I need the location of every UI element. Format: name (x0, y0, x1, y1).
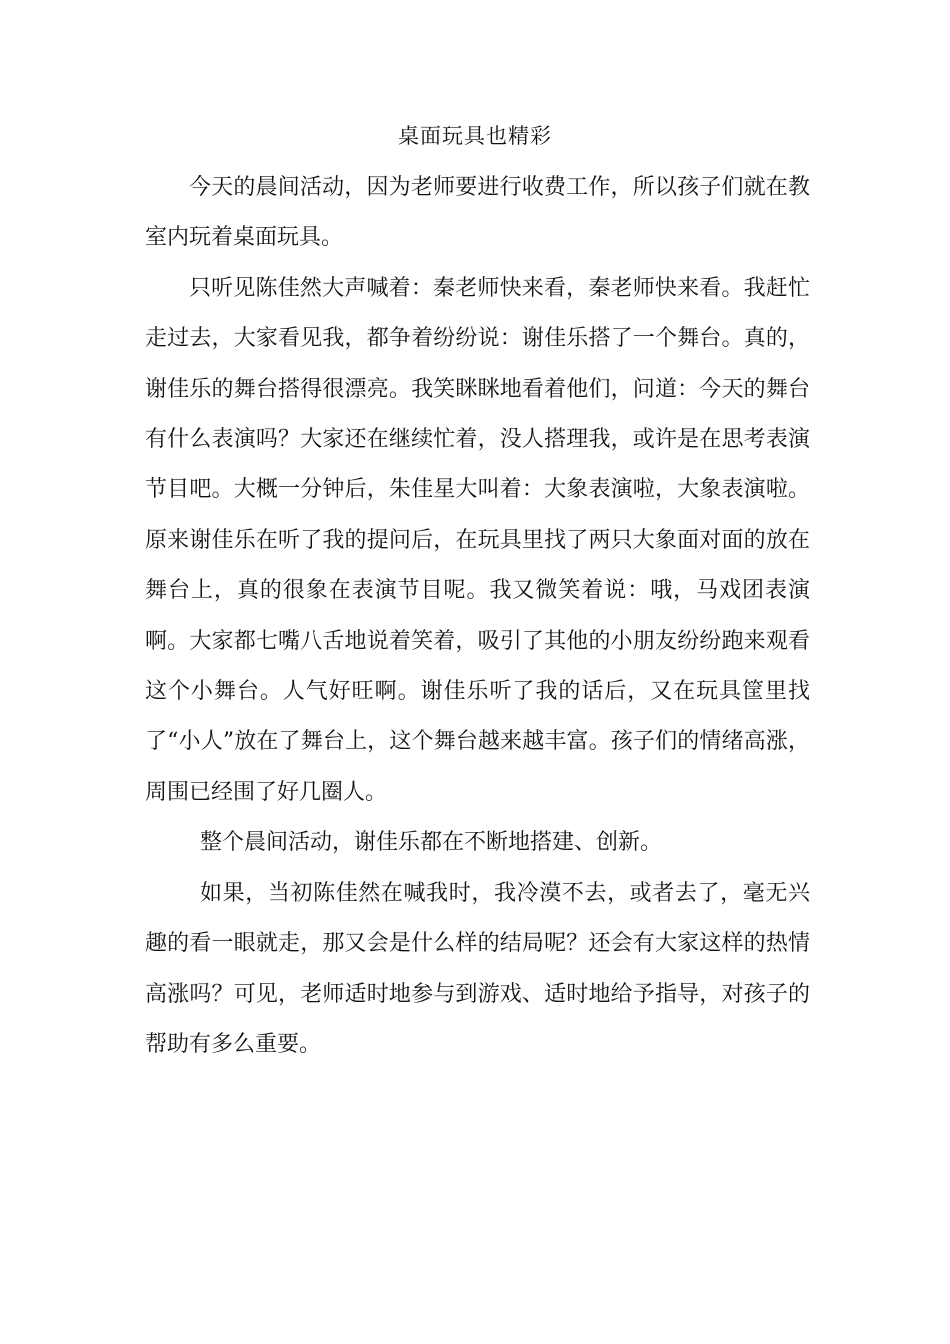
paragraph-4: 如果，当初陈佳然在喊我时，我冷漠不去，或者去了，毫无兴趣的看一眼就走，那又会是什么样的结局呢？还会有大家这样的热情高涨吗？可见，老师适时地参与到游戏、适时地给予指导，对孩子的帮助有多么重要。 (145, 880, 810, 1057)
paragraph-3: 整个晨间活动，谢佳乐都在不断地搭建、创新。 (200, 830, 663, 856)
document-body (145, 163, 810, 1070)
paragraph-2: 只听见陈佳然大声喊着：秦老师快来看，秦老师快来看。我赶忙走过去，大家看见我，都争着纷纷说：谢佳乐搭了一个舞台。真的，谢佳乐的舞台搭得很漂亮。我笑眯眯地看着他们，问道：今天的舞台有什么表演吗？大家还在继续忙着，没人搭理我，或许是在思考表演节目吧。大概一分钟后，朱佳星大叫着：大象表演啦，大象表演啦。原来谢佳乐在听了我的提问后，在玩具里找了两只大象面对面的放在舞台上，真的很象在表演节目呢。我又微笑着说：哦，马戏团表演啊。大家都七嘴八舌地说着笑着，吸引了其他的小朋友纷纷跑来观看这个小舞台。人气好旺啊。谢佳乐听了我的话后，又在玩具筐里找了“小人”放在了舞台上，这个舞台越来越丰富。孩子们的情绪高涨，周围已经围了好几圈人。 (145, 275, 810, 805)
document-title: 桌面玩具也精彩 (398, 124, 552, 148)
paragraph-1: 今天的晨间活动，因为老师要进行收费工作，所以孩子们就在教室内玩着桌面玩具。 (145, 175, 810, 251)
